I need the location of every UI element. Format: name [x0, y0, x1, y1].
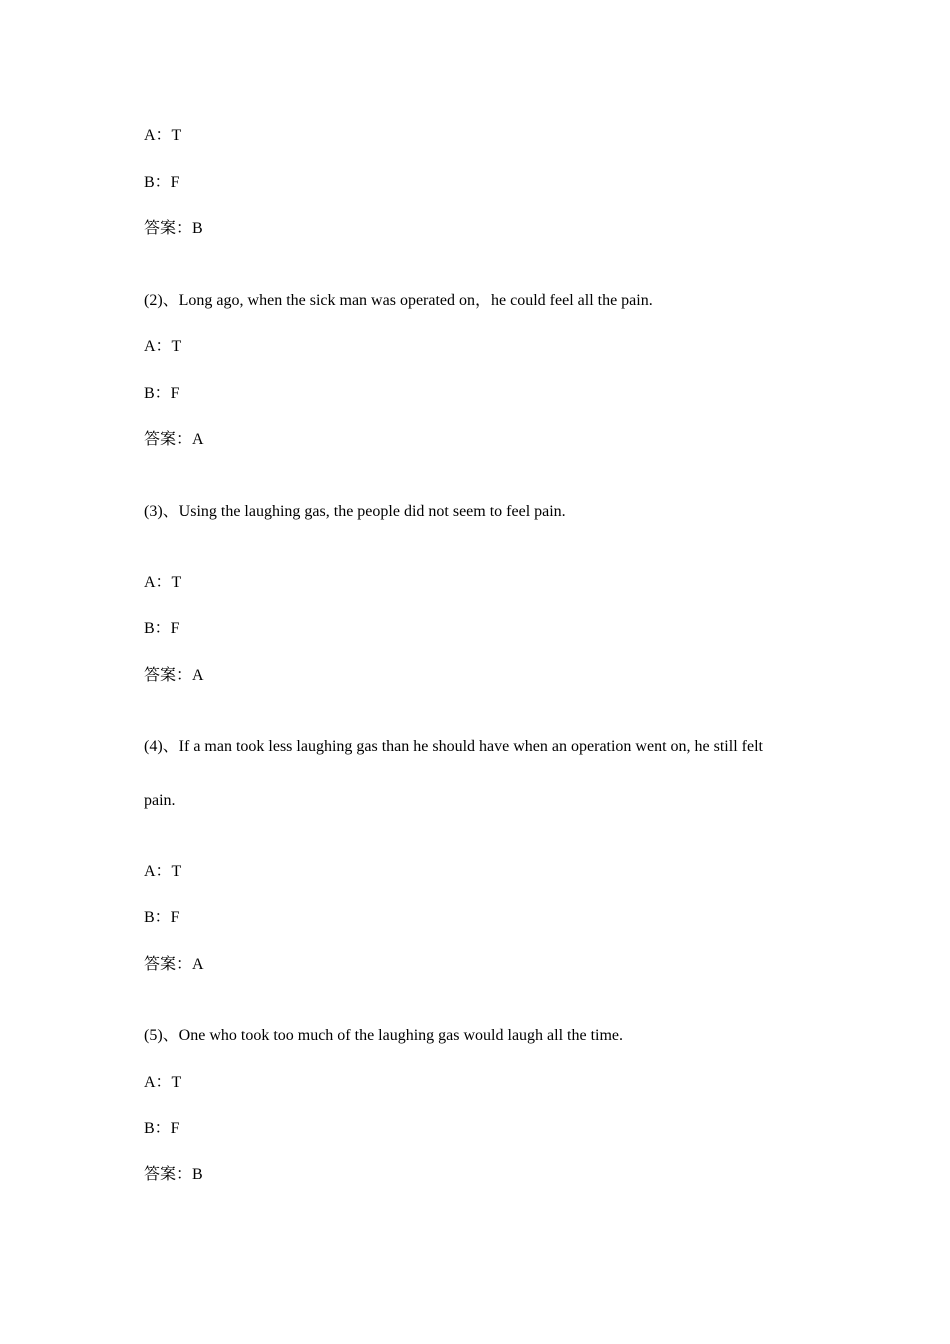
q3-option-a: A：T [144, 574, 182, 591]
q3-answer: 答案：A [144, 667, 204, 684]
q3-question: (3)、Using the laughing gas, the people did not seem to feel pain. [144, 503, 566, 520]
q4-answer: 答案：A [144, 956, 204, 973]
q1-option-a: A：T [144, 127, 182, 144]
q4-option-b: B：F [144, 909, 180, 926]
q4-option-a: A：T [144, 863, 182, 880]
q2-option-b: B：F [144, 385, 180, 402]
q2-option-a: A：T [144, 338, 182, 355]
q1-answer: 答案：B [144, 220, 203, 237]
q4-question-line2: pain. [144, 792, 176, 809]
q3-option-b: B：F [144, 620, 180, 637]
q1-option-b: B：F [144, 174, 180, 191]
q5-answer: 答案：B [144, 1166, 203, 1183]
q4-question-line1: (4)、If a man took less laughing gas than he should have when an operation went on, he still felt [144, 738, 763, 755]
q2-answer: 答案：A [144, 431, 204, 448]
q5-question: (5)、One who took too much of the laughing gas would laugh all the time. [144, 1027, 624, 1044]
q5-option-b: B：F [144, 1120, 180, 1137]
q2-question: (2)、Long ago, when the sick man was operated on，he could feel all the pain. [144, 292, 653, 309]
q5-option-a: A：T [144, 1074, 182, 1091]
